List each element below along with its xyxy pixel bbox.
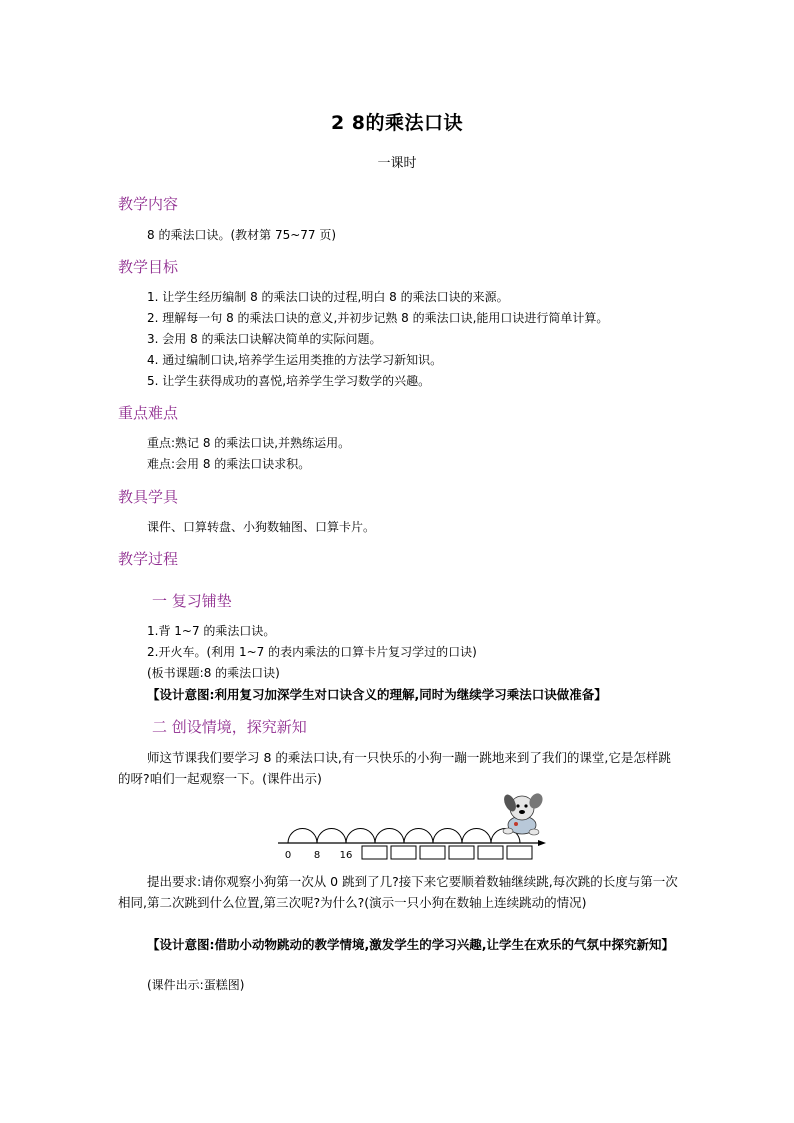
goal-item-5: 5. 让学生获得成功的喜悦,培养学生学习数学的兴趣。 xyxy=(147,374,431,388)
answer-boxes xyxy=(362,846,532,859)
explore-design-intent: 【设计意图:借助小动物跳动的教学情境,激发学生的学习兴趣,让学生在欢乐的气氛中探究新知】 xyxy=(147,937,674,952)
review-line-2: 2.开火车。(利用 1~7 的表内乘法的口算卡片复习学过的口诀) xyxy=(147,645,477,659)
page-title: 2 8的乘法口诀 xyxy=(330,112,464,134)
explore-question: 提出要求:请你观察小狗第一次从 0 跳到了几?接下来它要顺着数轴继续跳,每次跳的长度与第一次相同,第二次跳到什么位置,第三次呢?为什么?(演示一只小狗在数轴上连续跳动的情况) xyxy=(118,874,678,910)
jump-arc xyxy=(317,829,346,844)
heading-process: 教学过程 xyxy=(118,550,179,568)
keypoint-difficulty: 难点:会用 8 的乘法口诀求积。 xyxy=(147,457,311,471)
jump-arc xyxy=(288,829,317,844)
explore-note: (课件出示:蛋糕图) xyxy=(147,978,245,992)
jump-arc xyxy=(462,829,491,844)
keypoint-focus: 重点:熟记 8 的乘法口诀,并熟练运用。 xyxy=(147,436,351,450)
answer-box xyxy=(478,846,503,859)
heading-explore: 二 创设情境，探究新知 xyxy=(152,718,307,736)
answer-box xyxy=(420,846,445,859)
review-design-intent: 【设计意图:利用复习加深学生对口诀含义的理解,同时为继续学习乘法口诀做准备】 xyxy=(147,687,607,702)
heading-review: 一 复习铺垫 xyxy=(152,592,232,610)
page-subtitle: 一课时 xyxy=(377,156,417,171)
heading-goals: 教学目标 xyxy=(118,258,179,276)
tick-label-0: 0 xyxy=(284,850,292,861)
jump-arc xyxy=(375,829,404,844)
jump-arc xyxy=(433,829,462,843)
goal-item-2: 2. 理解每一句 8 的乘法口诀的意义,并初步记熟 8 的乘法口诀,能用口诀进行简单计算。 xyxy=(147,311,609,325)
answer-box xyxy=(391,846,416,859)
explore-intro: 师这节课我们要学习 8 的乘法口诀,有一只快乐的小狗一蹦一跳地来到了我们的课堂,它是怎样跳的呀?咱们一起观察一下。(课件出示) xyxy=(118,750,671,786)
heading-keypoints: 重点难点 xyxy=(118,404,179,422)
number-line-arrow xyxy=(538,840,546,846)
heading-tools: 教具学具 xyxy=(118,488,179,506)
number-line-figure xyxy=(270,790,560,865)
puppy-icon xyxy=(502,791,546,835)
jump-arc xyxy=(404,829,433,844)
tick-label-8: 8 xyxy=(313,850,321,861)
answer-box xyxy=(507,846,532,859)
answer-box xyxy=(362,846,387,859)
answer-box xyxy=(449,846,474,859)
jump-arc xyxy=(346,829,375,844)
goal-item-4: 4. 通过编制口诀,培养学生运用类推的方法学习新知识。 xyxy=(147,353,443,367)
jump-arcs xyxy=(288,829,520,844)
content-text: 8 的乘法口诀。(教材第 75~77 页) xyxy=(147,228,337,242)
review-line-3: (板书课题:8 的乘法口诀) xyxy=(147,666,280,680)
review-line-1: 1.背 1~7 的乘法口诀。 xyxy=(147,624,276,638)
goal-item-3: 3. 会用 8 的乘法口诀解决简单的实际问题。 xyxy=(147,332,382,346)
heading-content: 教学内容 xyxy=(118,195,179,213)
tick-label-16: 16 xyxy=(339,850,353,861)
tools-text: 课件、口算转盘、小狗数轴图、口算卡片。 xyxy=(147,520,376,534)
goal-item-1: 1. 让学生经历编制 8 的乘法口诀的过程,明白 8 的乘法口诀的来源。 xyxy=(147,290,509,304)
